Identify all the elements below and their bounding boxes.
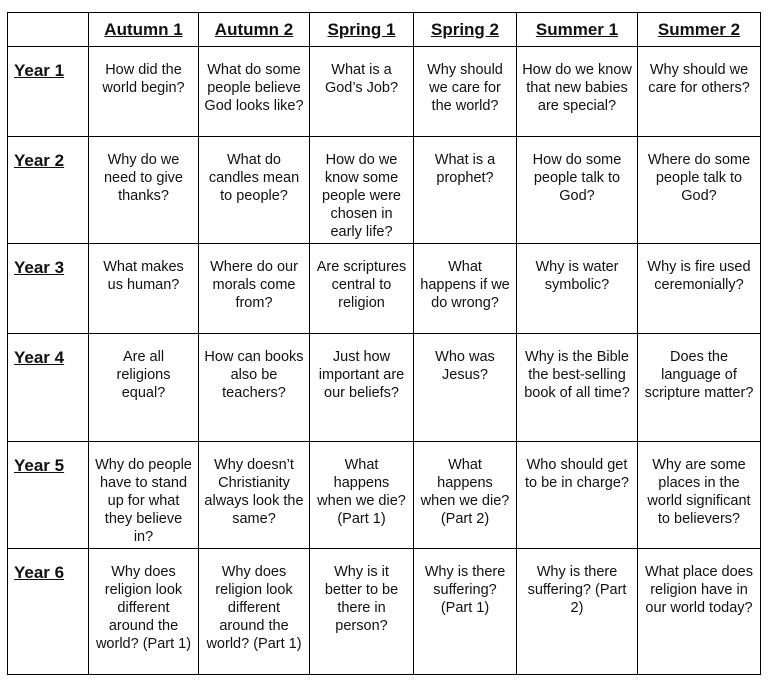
table-cell: Why should we care for the world? [414,47,517,137]
table-cell: Why are some places in the world significant to believers? [638,442,761,549]
table-cell: How did the world begin? [89,47,199,137]
row-header-year-3: Year 3 [8,244,89,334]
table-cell: Why is there suffering? (Part 1) [414,549,517,675]
table-cell: Who was Jesus? [414,334,517,442]
table-cell: Why should we care for others? [638,47,761,137]
table-cell: Why doesn’t Christianity always look the same? [199,442,310,549]
table-cell: What happens if we do wrong? [414,244,517,334]
table-cell: How can books also be teachers? [199,334,310,442]
column-header-summer-2: Summer 2 [638,13,761,47]
row-header-year-2: Year 2 [8,137,89,244]
table-cell: Does the language of scripture matter? [638,334,761,442]
table-cell: What place does religion have in our world today? [638,549,761,675]
table-cell: What is a God’s Job? [310,47,414,137]
table-cell: How do we know some people were chosen in early life? [310,137,414,244]
table-cell: What do some people believe God looks like? [199,47,310,137]
table-row [8,244,761,334]
table-row [8,442,761,549]
table-cell: Why is the Bible the best-selling book of all time? [517,334,638,442]
corner-cell [8,13,89,47]
table-cell: What is a prophet? [414,137,517,244]
table-cell: Are scriptures central to religion [310,244,414,334]
table-cell: Why is fire used ceremonially? [638,244,761,334]
column-header-spring-2: Spring 2 [414,13,517,47]
table-cell: What happens when we die? (Part 2) [414,442,517,549]
column-header-autumn-1: Autumn 1 [89,13,199,47]
table-cell: Why does religion look different around the world? (Part 1) [199,549,310,675]
table-cell: How do some people talk to God? [517,137,638,244]
column-header-autumn-2: Autumn 2 [199,13,310,47]
column-header-spring-1: Spring 1 [310,13,414,47]
header-row [8,13,761,47]
table-row [8,137,761,244]
table-cell: Are all religions equal? [89,334,199,442]
table-cell: What makes us human? [89,244,199,334]
table-cell: Who should get to be in charge? [517,442,638,549]
row-header-year-5: Year 5 [8,442,89,549]
table-row [8,549,761,675]
row-header-year-6: Year 6 [8,549,89,675]
table-cell: What do candles mean to people? [199,137,310,244]
table-cell: How do we know that new babies are special? [517,47,638,137]
table-cell: Why do we need to give thanks? [89,137,199,244]
table-cell: What happens when we die? (Part 1) [310,442,414,549]
table-cell: Why is it better to be there in person? [310,549,414,675]
table-cell: Where do some people talk to God? [638,137,761,244]
curriculum-table [7,12,761,675]
table-row [8,334,761,442]
table-cell: Why does religion look different around the world? (Part 1) [89,549,199,675]
row-header-year-1: Year 1 [8,47,89,137]
table-cell: Why is there suffering? (Part 2) [517,549,638,675]
table-row [8,47,761,137]
table-cell: Why do people have to stand up for what they believe in? [89,442,199,549]
table-cell: Why is water symbolic? [517,244,638,334]
column-header-summer-1: Summer 1 [517,13,638,47]
table-cell: Where do our morals come from? [199,244,310,334]
row-header-year-4: Year 4 [8,334,89,442]
table-cell: Just how important are our beliefs? [310,334,414,442]
